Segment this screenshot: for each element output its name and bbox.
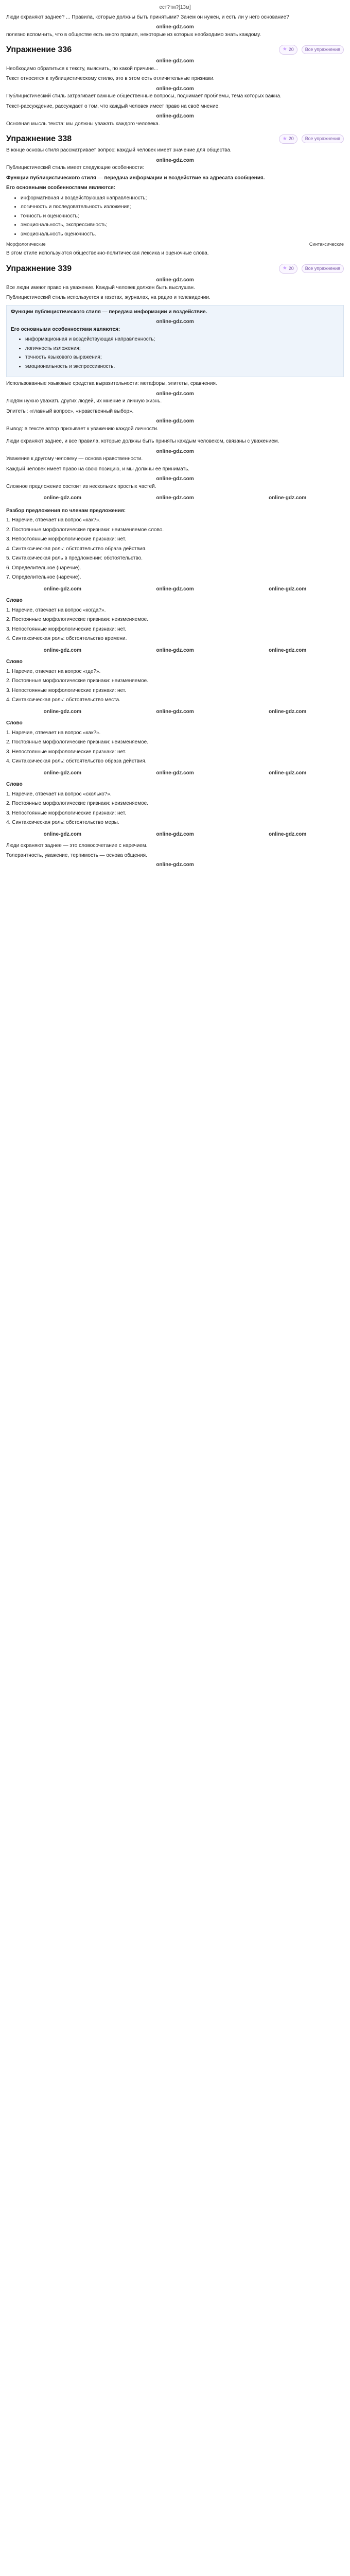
star-icon: ★ <box>282 265 287 272</box>
list-heading: Функции публицистического стиля — передача информации и воздействие на адресата сообщения. <box>6 175 265 181</box>
rating-count: 20 <box>288 136 294 142</box>
features-heading: Его основными особенностями являются: <box>6 185 116 191</box>
paragraph: Люди охраняют заднее, и все правила, которые должны быть приняты каждым человеком, связаны с уважением. <box>6 438 279 445</box>
parse-section <box>6 507 344 869</box>
paragraph: Использованные языковые средства выразительности: метафоры, эпитеты, сравнения. <box>6 381 217 387</box>
watermark-row <box>6 708 344 716</box>
intro-paragraph: полезно вспомнить, что в обществе есть много правил, некоторые из которых необходимо знать каждому. <box>6 31 261 38</box>
parse-item: 4. Синтаксическая роль: обстоятельство меры. <box>6 820 119 826</box>
watermark: online-gdz.com <box>43 770 81 776</box>
watermark: online-gdz.com <box>268 586 307 592</box>
parse-item: 1. Наречие, отвечает на вопрос «когда?». <box>6 607 106 613</box>
parse-item: 3. Непостоянные морфологические признаки: нет. <box>6 749 127 755</box>
paragraph: Уважение к другому человеку — основа нравственности. <box>6 456 143 462</box>
list-item: • логичность и последовательность изложения; <box>21 204 344 211</box>
column-header: Морфологические <box>6 242 46 247</box>
parse-item: 2. Постоянные морфологические признаки: неизменяемое. <box>6 801 148 807</box>
watermark: online-gdz.com <box>156 157 194 163</box>
paragraph: В конце основы стиля рассматривает вопрос: каждый человек имеет значение для общества. <box>6 147 232 154</box>
exercise-title: Упражнение 338 <box>6 134 72 144</box>
watermark: online-gdz.com <box>268 708 307 715</box>
parse-item: 5. Синтаксическая роль в предложении: обстоятельство. <box>6 555 143 562</box>
watermark: online-gdz.com <box>268 831 307 837</box>
exercise-header <box>6 263 344 275</box>
exercise-title: Упражнение 339 <box>6 264 72 273</box>
intro-section <box>6 14 344 39</box>
exercise-title: Упражнение 336 <box>6 45 72 54</box>
rating-pill[interactable] <box>279 45 297 55</box>
exercise-338 <box>6 133 344 258</box>
watermark: online-gdz.com <box>268 647 307 653</box>
word-label: Слово <box>6 782 23 788</box>
watermark: online-gdz.com <box>156 647 194 653</box>
parse-item: 3. Непостоянные морфологические признаки: нет. <box>6 626 127 632</box>
paragraph: Публицистический стиль имеет следующие особенности: <box>6 165 144 171</box>
paragraph: Каждый человек имеет право на свою позицию, и мы должны её принимать. <box>6 466 190 472</box>
watermark: online-gdz.com <box>156 319 194 325</box>
parse-intro: Разбор предложения по членам предложения: <box>6 507 126 514</box>
list-item: • информационная и воздействующая направленность; <box>25 336 339 344</box>
paragraph: В этом стиле используются общественно-политическая лексика и оценочные слова. <box>6 250 209 257</box>
exercise-header <box>6 44 344 56</box>
word-block <box>6 781 344 827</box>
paragraph: Текст-рассуждение, рассуждает о том, что каждый человек имеет право на своё мнение. <box>6 103 220 109</box>
features-heading: Его основными особенностями являются: <box>11 326 120 332</box>
watermark: online-gdz.com <box>156 495 194 501</box>
watermark: online-gdz.com <box>156 862 194 868</box>
watermark: online-gdz.com <box>268 495 307 501</box>
parse-item: 1. Наречие, отвечает на вопрос «сколько?». <box>6 791 112 797</box>
all-exercises-link[interactable]: Все упражнения <box>302 45 344 54</box>
watermark: online-gdz.com <box>43 708 81 715</box>
watermark: online-gdz.com <box>156 113 194 120</box>
parse-item: 4. Синтаксическая роль: обстоятельство образа действия. <box>6 546 147 552</box>
paragraph: Вывод: в тексте автор призывает к уважению каждой личности. <box>6 426 159 432</box>
parse-item: 4. Синтаксическая роль: обстоятельство времени. <box>6 636 127 642</box>
parse-item: 2. Постоянные морфологические признаки: неизменяемое. <box>6 739 148 745</box>
list-heading: Функции публицистического стиля — передача информации и воздействие. <box>11 309 207 315</box>
parse-item: 2. Постоянные морфологические признаки: неизменяемое. <box>6 678 148 684</box>
features-list <box>11 336 339 370</box>
parse-item: 4. Синтаксическая роль: обстоятельство образа действия. <box>6 758 147 765</box>
watermark-row <box>6 770 344 777</box>
parse-item: 3. Непостоянные морфологические признаки: нет. <box>6 536 127 543</box>
paragraph: Эпитеты: «главный вопрос», «нравственный выбор». <box>6 408 134 414</box>
paragraph: Публицистический стиль используется в газетах, журналах, на радио и телевидении. <box>6 295 211 301</box>
parse-item: 6. Определительное (наречие). <box>6 565 81 571</box>
parse-item: 3. Непостоянные морфологические признаки: нет. <box>6 687 127 693</box>
watermark-row <box>6 586 344 594</box>
watermark: online-gdz.com <box>268 770 307 776</box>
watermark: online-gdz.com <box>156 708 194 715</box>
parse-item: 3. Непостоянные морфологические признаки: нет. <box>6 810 127 816</box>
parse-item: 1. Наречие, отвечает на вопрос «как?». <box>6 730 101 736</box>
parse-item: 2. Постоянные морфологические признаки: неизменяемое слово. <box>6 527 164 533</box>
parse-item: 1. Наречие, отвечает на вопрос «где?». <box>6 668 101 674</box>
watermark-row <box>6 495 344 502</box>
paragraph: Текст относится к публицистическому стилю, это в этом есть отличительные признаки. <box>6 76 215 82</box>
list-item: • эмоциональность и экспрессивность. <box>25 363 339 371</box>
word-label: Слово <box>6 659 23 665</box>
exercise-336 <box>6 44 344 128</box>
word-label: Слово <box>6 598 23 604</box>
intro-paragraph: Люди охраняют заднее? ... Правила, которые должны быть принятыми? Зачем он нужен, и есть ли у него основание? <box>6 14 289 20</box>
list-item: • точность языкового выражения; <box>25 354 339 362</box>
word-block <box>6 658 344 704</box>
list-item: • эмоциональность, экспрессивность; <box>21 222 344 229</box>
watermark: online-gdz.com <box>156 476 194 482</box>
exercise-controls <box>279 134 344 144</box>
watermark: online-gdz.com <box>156 586 194 592</box>
watermark: online-gdz.com <box>43 586 81 592</box>
paragraph: Толерантность, уважение, терпимость — основа общения. <box>6 852 147 858</box>
page <box>0 0 350 869</box>
watermark: online-gdz.com <box>156 86 194 92</box>
paragraph: Необходимо обратиться к тексту, выяснить, по какой причине... <box>6 65 159 72</box>
paragraph: Людям нужно уважать других людей, их мнение и личную жизнь. <box>6 398 162 404</box>
watermark: online-gdz.com <box>156 277 194 283</box>
page-top-link[interactable]: ест?тм?[13м] <box>159 5 191 10</box>
table-header <box>6 241 344 248</box>
rating-count: 20 <box>288 265 294 271</box>
info-box <box>6 305 344 378</box>
watermark: online-gdz.com <box>156 391 194 397</box>
rating-pill[interactable] <box>279 264 297 274</box>
list-item: • информативная и воздействующая направленность; <box>21 195 344 202</box>
watermark: online-gdz.com <box>156 448 194 454</box>
list-item: • эмоциональность оценочность. <box>21 231 344 239</box>
exercise-header <box>6 133 344 145</box>
exercise-controls <box>279 264 344 274</box>
star-icon: ★ <box>282 46 287 53</box>
all-exercises-link[interactable]: Все упражнения <box>302 264 344 273</box>
analysis-section <box>6 438 344 502</box>
list-item: • точность и оценочность; <box>21 213 344 221</box>
watermark: online-gdz.com <box>43 495 81 501</box>
parse-item: 2. Постоянные морфологические признаки: неизменяемое. <box>6 617 148 623</box>
watermark: online-gdz.com <box>156 24 194 30</box>
watermark: online-gdz.com <box>156 770 194 776</box>
watermark: online-gdz.com <box>43 647 81 653</box>
exercise-controls <box>279 45 344 55</box>
rating-count: 20 <box>288 47 294 53</box>
list-item: • логичность изложения; <box>25 345 339 353</box>
word-label: Слово <box>6 720 23 726</box>
paragraph: Люди охраняют заднее — это словосочетание с наречием. <box>6 843 148 849</box>
features-list <box>6 195 344 239</box>
word-block <box>6 720 344 766</box>
rating-pill[interactable] <box>279 134 297 144</box>
watermark-row <box>6 831 344 839</box>
paragraph: Сложное предложение состоит из нескольких простых частей. <box>6 483 156 489</box>
paragraph: Все люди имеют право на уважение. Каждый человек должен быть выслушан. <box>6 284 195 291</box>
exercise-339 <box>6 263 344 433</box>
watermark: online-gdz.com <box>156 831 194 837</box>
watermark: online-gdz.com <box>156 58 194 64</box>
parse-item: 1. Наречие, отвечает на вопрос «как?». <box>6 517 101 523</box>
watermark-row <box>6 647 344 655</box>
watermark: online-gdz.com <box>43 831 81 837</box>
star-icon: ★ <box>282 135 287 142</box>
column-header: Синтаксические <box>309 242 344 247</box>
parse-item: 7. Определительное (наречие). <box>6 574 81 581</box>
all-exercises-link[interactable]: Все упражнения <box>302 134 344 143</box>
watermark: online-gdz.com <box>156 418 194 425</box>
paragraph: Основная мысль текста: мы должны уважать каждого человека. <box>6 121 160 127</box>
parse-item: 4. Синтаксическая роль: обстоятельство места. <box>6 697 120 703</box>
paragraph: Публицистический стиль затрагивает важные общественные вопросы, поднимает проблемы, тема которых важна. <box>6 93 282 99</box>
word-block <box>6 597 344 643</box>
